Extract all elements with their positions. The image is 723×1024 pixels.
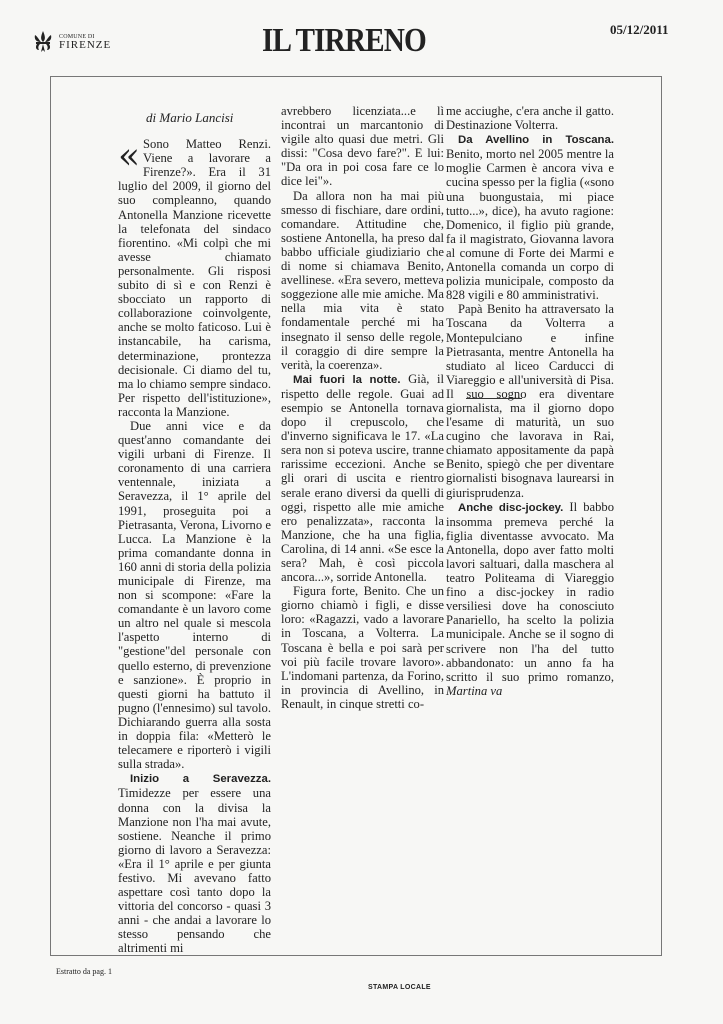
paragraph: Papà Benito ha attraversato la Toscana da Volterra a Montepulciano e infine Pietrasanta, mentre Antonella ha studiato al liceo Carducci di Viareggio e all'università di Pisa. Il suo sogno era diventare giornalista, ma il giorno dopo l'esame di maturità, un suo cugino che lavorava in Rai, chiamato appositamente da papà Benito, spiegò che per diventare giornalisti bisognava laurearsi in giurisprudenza.	[446, 302, 614, 500]
article-column-1	[118, 111, 271, 956]
paragraph	[446, 132, 614, 302]
paragraph-text: Timidezze per essere una donna con la divisa la Manzione non l'ha mai avute, sostiene. Neanche il primo giorno di lavoro a Seravezza: «Era il 1° aprile e per giunta festivo. Mi avevano fatto aspettare così tanto dopo la vittoria del concorso - quasi 3 anni - che andai a lavorare lo stesso pensando che altrimenti mi	[118, 786, 271, 956]
paragraph-text: Sono Matteo Renzi. Viene a lavorare a Firenze?». Era il 31 luglio del 2009, il giorno del suo compleanno, quando Antonella Manzione ricevette la telefonata del sindaco fiorentino. «Mi colpì che mi avesse chiamato personalmente. Gli risposi subito di sì e con Renzi è sbocciato un rapporto di collaborazione coinvolgente, anche se molto faticoso. Lui è instancabile, ha carisma, determinazione, prontezza decisionale. Ci diamo del tu, ma lo chiamo sempre sindaco. Per rispetto dell'istituzione», racconta la Manzione.	[118, 137, 271, 419]
quote-mark: «	[118, 136, 141, 178]
paragraph	[281, 372, 444, 584]
paragraph: Figura forte, Benito. Che un giorno chiamò i figli, e disse loro: «Ragazzi, vado a lavorare in Toscana, a Volterra. La Toscana è bella e poi sarà per voi più facile trovare lavoro». L'indomani partenza, da Forino, in provincia di Avellino, in Renault, in cinque stretti co-	[281, 584, 444, 711]
paragraph: me acciughe, c'era anche il gatto. Destinazione Volterra.	[446, 104, 614, 133]
florentine-lily-icon	[32, 30, 54, 54]
book-title: Martina va	[446, 683, 503, 698]
column-rule	[466, 398, 522, 399]
logo-small-text: COMUNE DI	[59, 33, 95, 40]
section-heading: Mai fuori la notte.	[293, 373, 401, 386]
paragraph-text: Già, il rispetto delle regole. Guai ad esempio se Antonella tornava dopo il crepuscolo, che d'inverno significava le 17. «La sera non si poteva uscire, tranne rarissime eccezioni. Anche se gli orari di uscita e rientro serale erano diversi da quelli di oggi, rispetto alle mie amiche ero penalizzata», racconta la Manzione, che ha una figlia, Carolina, di 14 anni. «Se esce la sera? Mah, è così piccola ancora...», sorride Antonella.	[281, 371, 444, 585]
section-heading: Inizio a Seravezza.	[130, 773, 271, 786]
paragraph	[118, 771, 271, 955]
byline: di Mario Lancisi	[146, 110, 234, 125]
paragraph: Da allora non ha mai più smesso di fischiare, dare ordini, comandare. Attitudine che, sostiene Antonella, ha preso dal babbo ufficiale giudiziario che di nome si chiamava Benito, avellinese. «Era severo, metteva soggezione alle mie amiche. Ma nella mia vita è stato fondamentale perché mi ha insegnato il senso delle regole, il coraggio di dire sempre la verità, la coerenza».	[281, 188, 444, 372]
paragraph-text: Il babbo insomma premeva perché la figlia diventasse avvocato. Ma Antonella, dopo aver fatto molti lavori saltuari, dalla maschera al teatro Politeama di Viareggio fino a disc-jockey in radio versiliesi dove ha conosciuto Panariello, ha scelto la polizia municipale. Anche se il sogno di scrivere non l'ha del tutto abbandonato: un anno fa ha scritto il suo primo romanzo,	[446, 499, 614, 684]
paragraph-text: Benito, morto nel 2005 mentre la moglie Carmen è ancora viva e cucina spesso per la figlia («sono una buongustaia, mi piace tutto...», dice), ha avuto ragione: Domenico, il figlio più grande, fa il magistrato, Giovanna lavora al comune di Forte dei Marmi e Antonella comanda un corpo di polizia municipale, composto da 828 vigili e 80 amministrativi.	[446, 147, 614, 303]
newspaper-masthead: IL TIRRENO	[262, 22, 426, 59]
paragraph	[446, 500, 614, 698]
paragraph	[118, 137, 271, 419]
article-column-2	[281, 104, 444, 711]
logo-big-text: FIRENZE	[59, 38, 112, 51]
extract-note: Estratto da pag. 1	[56, 967, 112, 976]
section-heading: Da Avellino in Toscana.	[458, 134, 614, 147]
paragraph: avrebbero licenziata...e lì incontrai un marcantonio di vigile alto quasi due metri. Gli dissi: "Cosa devo fare?". E lui: "Da ora in poi cosa fare ce lo dice lei"».	[281, 104, 444, 189]
section-label: STAMPA LOCALE	[368, 984, 431, 991]
comune-firenze-logo	[32, 30, 111, 54]
section-heading: Anche disc-jockey.	[458, 501, 564, 514]
paragraph: Due anni vice e da quest'anno comandante dei vigili urbani di Firenze. Il coronamento di una carriera ventennale, iniziata a Seravezza, il 1° aprile del 1991, proseguita poi a Pietrasanta, Verona, Livorno e Lucca. La Manzione è la prima comandante donna in 160 anni di storia della polizia municipale di Firenze, ma non si scompone: «Fare la comandante è un lavoro come un altro nel quale si mescola l'aspetto interno di "gestione"del personale con quello esterno, di prevenzione e sanzione». È proprio in questi giorni ha battuto il pugno (l'ennesimo) sul tavolo. Dichiarando guerra alla sosta in doppia fila: «Metterò le telecamere e riporterò i vigili sulla strada».	[118, 418, 271, 772]
publication-date: 05/12/2011	[610, 22, 669, 37]
article-column-3	[446, 104, 614, 698]
